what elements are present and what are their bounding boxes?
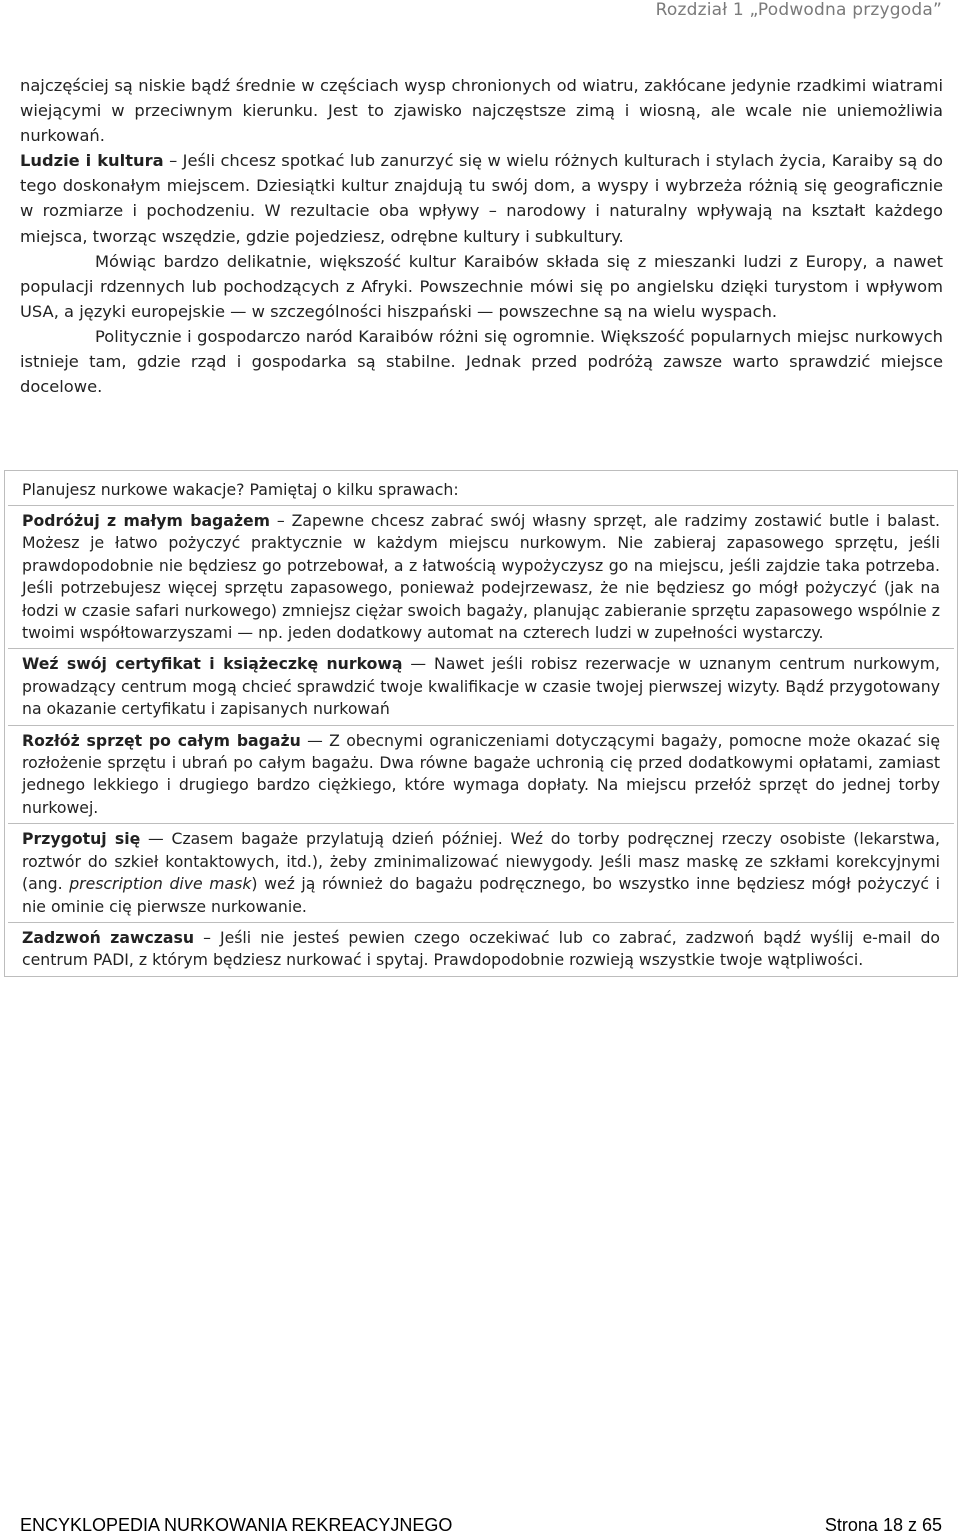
chapter-header: Rozdział 1 „Podwodna przygoda” xyxy=(655,0,942,20)
tip-heading: Zadzwoń zawczasu xyxy=(22,927,195,947)
paragraph-text: – Jeśli chcesz spotkać lub zanurzyć się w wielu różnych kulturach i stylach życia, Karaiby są do tego doskonałym miejscem. Dziesiątki kultur znajdują tu swój dom, a wyspy i wybrzeża różnią się geograficznie w rozmiarze i pochodzeniu. W rezultacie oba wpływy – narodowy i naturalny wpływają na kształt każdego miejsca, tworząc wszędzie, gdzie pojedziesz, odrębne kultury i subkultury. xyxy=(20,151,944,246)
tip-heading: Podróżuj z małym bagażem xyxy=(22,511,270,530)
footer-title: ENCYKLOPEDIA NURKOWANIA REKREACYJNEGO xyxy=(20,1515,453,1535)
tip-text: — Czasem bagaże przylatują dzień później. Weź do torby podręcznej rzeczy osobiste (lekarstwa, roztwór do szkieł kontaktowych, itd.), żeby zminimalizować niewygody. Jeśli masz maskę ze szkłami korekcyjnymi (ang. xyxy=(22,829,940,894)
tip-heading: Weź swój certyfikat i książeczkę nurkową xyxy=(22,654,403,674)
tip-item xyxy=(8,649,954,725)
tip-text: — Z obecnymi ograniczeniami dotyczącymi bagaży, pomocne może okazać się rozłożenie sprzętu i ubrań po całym bagażu. Dwa równe bagaże uchronią cię przed dodatkowymi opłatami, zamiast jednego lekkiego i drugiego bardzo ciężkiego, które wymaga dopłaty. Na miejscu przełóż sprzęt do jednej torby nurkowej. xyxy=(22,730,940,817)
tip-text: – Zapewne chcesz zabrać swój własny sprzęt, ale radzimy zostawić butle i balast. Możesz je łatwo pożyczyć praktycznie w każdym miejscu nurkowym. Nie zabieraj zapasowego sprzętu, jeśli prawdopodobnie nie będziesz go potrzebował, a z łatwością wypożyczysz go na miejscu, jeśli zajdzie taka potrzeba. Jeśli potrzebujesz więcej sprzętu zapasowego, ponieważ podejrzewasz, że nie będziesz go mógł pożyczyć (jak na łodzi w czasie safari nurkowego) zmniejsz ciężar swoich bagaży, planując zabieranie sprzętu zapasowego wspólnie z twoimi współtowarzyszami — np. jeden dodatkowy automat na czterech ludzi w zupełności wystarczy. xyxy=(22,511,940,643)
tip-text: ) weź ją również do bagażu podręcznego, bo wszystko inne będziesz mógł pożyczyć i nie ominie cię pierwsze nurkowanie. xyxy=(22,874,940,916)
page-number: Strona 18 z 65 xyxy=(824,1515,942,1535)
paragraph: Mówiąc bardzo delikatnie, większość kultur Karaibów składa się z mieszanki ludzi z Europy, a nawet populacji rdzennych lub pochodzących z Afryki. Powszechnie mówi się po angielsku dzięki turystom i wpływom USA, a języki europejskie — w szczególności hiszpański — powszechne są na wielu wyspach. xyxy=(20,251,943,321)
tip-italic-term: prescription dive mask xyxy=(69,874,252,894)
tip-item xyxy=(8,923,954,976)
tip-heading: Przygotuj się xyxy=(22,829,141,849)
main-text xyxy=(20,73,943,399)
tips-box xyxy=(4,470,958,977)
tip-item xyxy=(8,824,954,923)
paragraph: najczęściej są niskie bądź średnie w częściach wysp chronionych od wiatru, zakłócane jedynie rzadkimi wiatrami wiejącymi w przeciwnym kierunku. Jest to zjawisko najczęstsze zimą i wiosną, ale wcale nie uniemożliwia nurkowań. xyxy=(20,76,943,146)
tip-text: — Nawet jeśli robisz rezerwacje w uznanym centrum nurkowym, prowadzący centrum mogą chcieć sprawdzić twoje kwalifikacje w czasie twojej pierwszej wizyty. Bądź przygotowany na okazanie certyfikatu i zapisanych nurkowań xyxy=(22,654,940,719)
tip-heading: Rozłóż sprzęt po całym bagażu xyxy=(22,730,301,750)
paragraph: Politycznie i gospodarczo naród Karaibów różni się ogromnie. Większość popularnych miejsc nurkowych istnieje tam, gdzie rząd i gospodarka są stabilne. Jednak przed podróżą zawsze warto sprawdzić miejsce docelowe. xyxy=(20,326,943,397)
tip-text: – Jeśli nie jesteś pewien czego oczekiwać lub co zabrać, zadzwoń bądź wyślij e-mail do centrum PADI, z którym będziesz nurkować i spytaj. Prawdopodobnie rozwieją wszystkie twoje wątpliwości. xyxy=(22,927,941,970)
tip-item xyxy=(8,506,954,649)
section-heading: Ludzie i kultura xyxy=(20,151,164,171)
paragraph xyxy=(20,148,943,248)
tips-box-title: Planujesz nurkowe wakacje? Pamiętaj o kilku sprawach: xyxy=(8,471,954,506)
tip-item xyxy=(8,726,954,825)
